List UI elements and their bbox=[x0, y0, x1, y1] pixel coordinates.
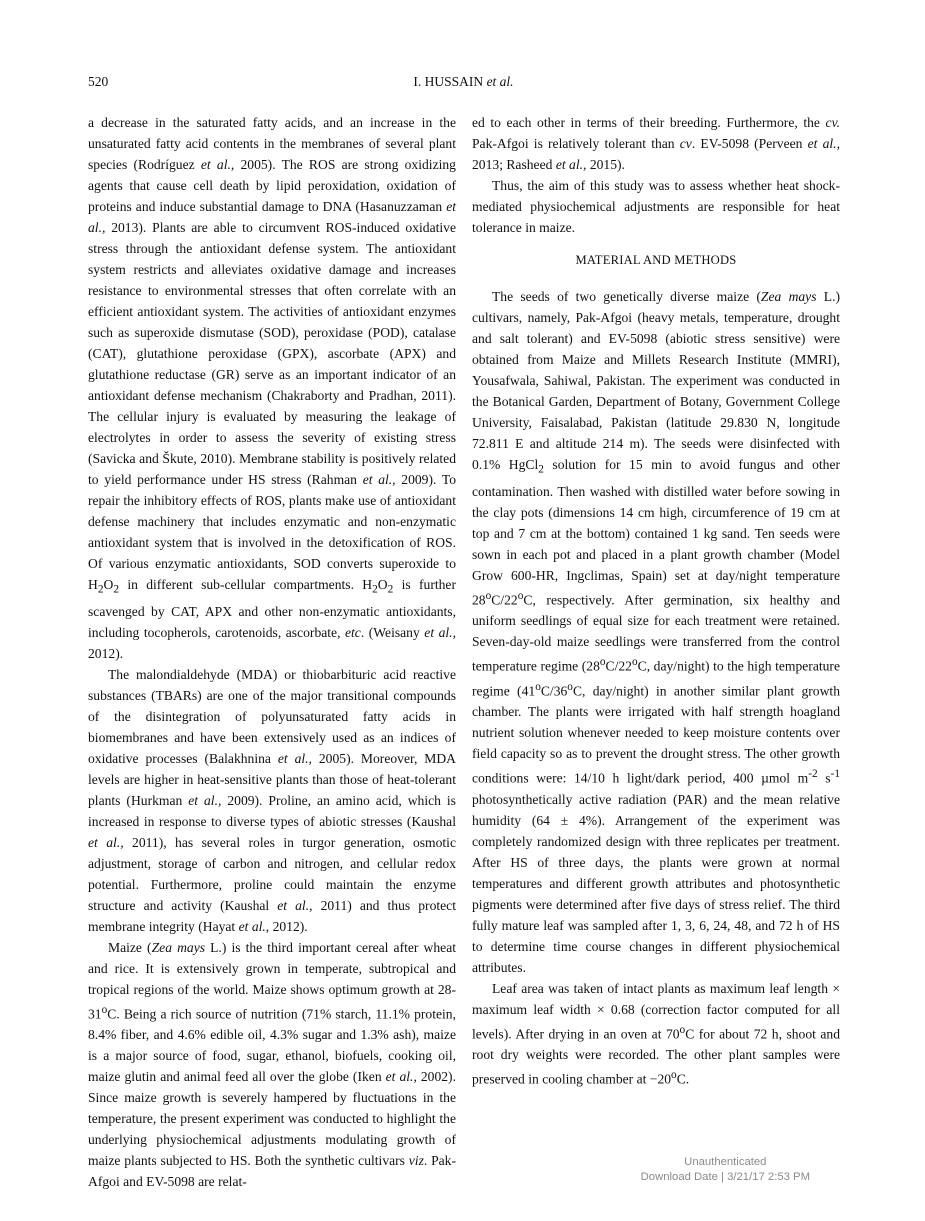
page-header bbox=[88, 74, 839, 94]
page-number: 520 bbox=[88, 74, 109, 89]
paragraph: a decrease in the saturated fatty acids, and an increase in the unsaturated fatty acid contents in the membranes of several plant species (Rodríguez et al., 2005). The ROS are strong oxidizing agents that cause cell death by lipid peroxidation, oxidation of proteins and induce substantial damage to DNA (Hasanuzzaman et al., 2013). Plants are able to circumvent ROS-induced oxidative stress through the antioxidant defense system. The antioxidant system restricts and alleviates oxidative damage and increases resistance to environmental stresses that often correlate with an efficient antioxidant system. The activities of antioxidant enzymes such as superoxide dismutase (SOD), peroxidase (POD), catalase (CAT), glutathione peroxidase (GPX), ascorbate (APX) and glutathione reductase (GR) serve as an important indicator of an antioxidant defense mechanism (Chakraborty and Pradhan, 2011). The cellular injury is evaluated by measuring the leakage of electrolytes in order to assess the severity of existing stress (Savicka and Škute, 2010). Membrane stability is positively related to yield performance under HS stress (Rahman et al., 2009). To repair the inhibitory effects of ROS, plants make use of antioxidant defense machinery that includes enzymatic and non-enzymatic antioxidant system that is involved in the detoxification of ROS. Of various enzymatic antioxidants, SOD converts superoxide to $H_2O_2$ in different sub-cellular compartments. $H_2O_2$ is further scavenged by CAT, APX and other non-enzymatic antioxidants, including tocopherols, carotenoids, ascorbate, etc. (Weisany et al., 2012). bbox=[88, 115, 456, 661]
paragraph: Thus, the aim of this study was to assess whether heat shock-mediated physiochemical adjustments are responsible for heat tolerance in maize. bbox=[472, 178, 840, 235]
running-title bbox=[88, 74, 839, 90]
right-column bbox=[472, 112, 840, 1090]
paragraph: The seeds of two genetically diverse maize (Zea mays L.) cultivars, namely, Pak-Afgoi (heavy metals, temperature, drought and salt tolerant) and EV-5098 (abiotic stress sensitive) were obtained from Maize and Millets Research Institute (MMRI), Yousafwala, Sahiwal, Pakistan. The experiment was conducted in the Botanical Garden, Department of Botany, Government College University, Faisalabad, Pakistan (latitude 29.830 N, longitude 72.811 E and altitude 214 m). The seeds were disinfected with 0.1% HgCl$_2$ solution for 15 min to avoid fungus and other contamination. Then washed with distilled water before sowing in the clay pots (dimensions 14 cm high, circumference of 19 cm at top and 7 cm at the bottom) contained 1 kg sand. Ten seeds were sown in each pot and placed in a plant growth chamber (Model Grow 600-HR, Ingclimas, Spain) set at day/night temperature 28$^o$C/22$^o$C, respectively. After germination, six healthy and uniform seedlings of equal size for each treatment were retained. Seven-day-old maize seedlings were transferred from the control temperature regime (28$^o$C/22$^o$C, day/night) to the high temperature regime (41$^o$C/36$^o$C, day/night) in another similar plant growth chamber. The plants were irrigated with half strength hoagland nutrient solution whenever needed to keep moisture contents over field capacity so as to prevent the drought stress. The other growth conditions were: 14/10 h light/dark period, 400 µmol $m^{-2}$ $s^{-1}$ photosynthetically active radiation (PAR) and the mean relative humidity (64 ± 4%). Arrangement of the experiment was completely randomized design with three replicates per treatment. After HS of three days, the plants were grown at normal temperatures and different growth attributes and photosynthetic pigments were determined after five days of stress relief. The third fully mature leaf was sampled after 1, 3, 6, 24, 48, and 72 h of HS to determine time course changes in different physiochemical attributes. bbox=[472, 289, 841, 975]
left-column bbox=[88, 112, 456, 1192]
paragraph: Maize (Zea mays L.) is the third important cereal after wheat and rice. It is extensively grown in temperate, subtropical and tropical regions of the world. Maize shows optimum growth at 28-31$^o$C. Being a rich source of nutrition (71% starch, 11.1% protein, 8.4% fiber, and 4.6% edible oil, 4.3% sugar and 1.3% ash), maize is a major source of food, sugar, ethanol, biofuels, cooking oil, maize glutin and animal feed all over the globe (Iken et al., 2002). Since maize growth is severely hampered by fluctuations in the temperature, the present experiment was conducted to highlight the underlying physiochemical adjustments modulating growth of maize plants subjected to HS. Both the synthetic cultivars viz. Pak-Afgoi and EV-5098 are relat- bbox=[88, 939, 457, 1190]
watermark-line: Download Date | 3/21/17 2:53 PM bbox=[640, 1171, 810, 1183]
watermark-line: Unauthenticated bbox=[684, 1156, 767, 1168]
section-title: MATERIAL AND METHODS bbox=[575, 253, 737, 267]
paragraph: Leaf area was taken of intact plants as maximum leaf length × maximum leaf width × 0.68 (correction factor computed for all levels). After drying in an oven at 70$^o$C for about 72 h, shoot and root dry weights were recorded. The other plant samples were preserved in cooling chamber at $-20^oC$. bbox=[472, 980, 840, 1087]
author-name: I. HUSSAIN bbox=[413, 74, 484, 89]
paragraph: ed to each other in terms of their breeding. Furthermore, the cv. Pak-Afgoi is relatively tolerant than cv. EV-5098 (Perveen et al., 2013; Rasheed et al., 2015). bbox=[472, 115, 840, 172]
download-watermark bbox=[641, 1155, 810, 1185]
author-et-al: et al. bbox=[486, 74, 514, 89]
paragraph: The malondialdehyde (MDA) or thiobarbituric acid reactive substances (TBARs) are one of the major transitional compounds of the disintegration of polyunsaturated fatty acids in biomembranes and have been extensively used as an indices of oxidative processes (Balakhnina et al., 2005). Moreover, MDA levels are higher in heat-sensitive plants than those of heat-tolerant plants (Hurkman et al., 2009). Proline, an amino acid, which is increased in response to diverse types of abiotic stresses (Kaushal et al., 2011), has several roles in turgor generation, osmotic adjustment, storage of carbon and nitrogen, and cellular redox potential. Furthermore, proline could maintain the enzyme structure and activity (Kaushal et al., 2011) and thus protect membrane integrity (Hayat et al., 2012). bbox=[88, 666, 456, 934]
